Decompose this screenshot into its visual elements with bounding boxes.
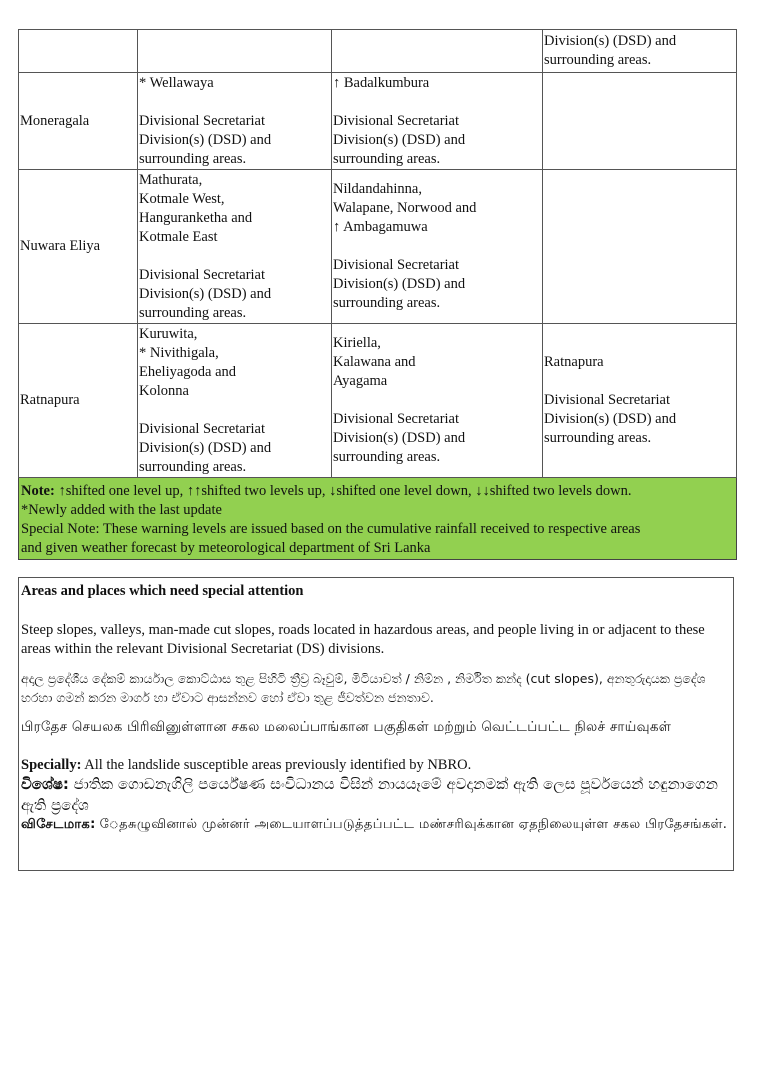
level2-cell [138,170,332,324]
level3-cell [332,324,543,478]
note-row [19,478,737,560]
level4-cell [543,324,737,478]
specially-tamil [21,816,731,834]
specially-text: All the landslide susceptible areas previously identified by NBRO. [81,757,472,773]
level4-cell: Division(s) (DSD) and surrounding areas. [543,30,737,73]
level4-cell [543,73,737,170]
dsd-text: Divisional Secretariat Division(s) (DSD) and surrounding areas. [139,266,272,321]
note-legend-text: ↑shifted one level up, ↑↑shifted two levels up, ↓shifted one level down, ↓↓shifted two levels down. [54,483,632,499]
district-cell: Moneragala [19,73,138,170]
table-row [19,324,737,478]
specially-sinhala [21,774,731,816]
attention-title: Areas and places which need special attention [21,583,304,599]
specially-tamil-label: விசேடமாக: [21,817,96,832]
landslide-warning-table [18,29,737,560]
attention-tamil: பிரதேச செயலக பிரிவினுள்ளான சகல மலைப்பாங்கான பகுதிகள் மற்றும் வெட்டப்பட்ட நிலச் சாய்வுகள் [21,719,672,735]
dsd-text: Divisional Secretariat Division(s) (DSD) and surrounding areas. [333,257,466,311]
level2-cell [138,324,332,478]
level2-cell [138,73,332,170]
areas-text: Nildandahinna, Walapane, Norwood and ↑ Ambagamuwa [333,181,477,235]
dsd-text: Divisional Secretariat Division(s) (DSD) and surrounding areas. [333,112,466,167]
attention-sinhala: අදාල ප්‍රදේශීය දේකම් කාර්යාල කොට්ඨාස තුළ පිහිටි ත්‍රීව්‍ර බෑවුම්, මිටියාවත් / නිම්න , නිර්මිත කන්ද (cut slopes), අනතුරුදායක ප්‍රදේශ හරහා ගමන් කරන මාර්ග හා ඒවාට ආසන්නව හෝ ඒවා තුළ ජීවත්වන ජනතාව. [21,671,706,705]
specially-line [21,756,731,774]
district-cell [19,30,138,73]
special-note-line1: Special Note: These warning levels are issued based on the cumulative rainfall received to respective areas [21,521,641,537]
district-cell: Nuwara Eliya [19,170,138,324]
dsd-text: Divisional Secretariat Division(s) (DSD) and surrounding areas. [139,112,272,167]
specially-sinhala-text: ජාතික ගොඩනැගිලි පර්යේෂණ සංවිධානය විසින් නායයෑමේ අවදානමක් ඇති ලෙස පූර්වයෙන් හඳුනාගෙන ඇති ප්‍රදේශ [21,775,718,814]
special-note-line2: and given weather forecast by meteorological department of Sri Lanka [21,540,431,556]
dsd-text: Divisional Secretariat Division(s) (DSD) and surrounding areas. [333,411,466,465]
note-legend [21,482,734,501]
note-label: Note: [21,483,55,499]
attention-english: Steep slopes, valleys, man-made cut slopes, roads located in hazardous areas, and people living in or adjacent to these areas within the relevant Divisional Secretariat (DS) divisions. [21,622,705,657]
areas-text: Ratnapura [544,354,604,370]
table-row [19,30,737,73]
level3-cell [332,30,543,73]
table-row [19,170,737,324]
areas-text: * Wellawaya [139,74,214,91]
dsd-text: Divisional Secretariat Division(s) (DSD) and surrounding areas. [544,392,677,446]
areas-text: Mathurata, Kotmale West, Hanguranketha and Kotmale East [139,171,253,245]
dsd-text: Divisional Secretariat Division(s) (DSD) and surrounding areas. [139,420,272,475]
district-cell: Ratnapura [19,324,138,478]
specially-tamil-text: ேதசுழுவினால் முன்னர் அடையாளப்படுத்தப்பட்ட மண்சரிவுக்கான ஏதநிலையுள்ள சகல பிரதேசங்கள். [95,817,728,832]
level4-cell [543,170,737,324]
specially-label: Specially: [21,757,82,773]
specially-sinhala-label: විශේෂ: [21,775,69,793]
table-row [19,73,737,170]
level2-cell [138,30,332,73]
areas-text: Kiriella, Kalawana and Ayagama [333,335,416,389]
areas-text: ↑ Badalkumbura [333,74,430,91]
special-attention-box [18,577,734,871]
newly-added-note: *Newly added with the last update [21,502,222,518]
note-cell [19,478,737,560]
level3-cell [332,73,543,170]
level3-cell [332,170,543,324]
areas-text: Kuruwita, * Nivithigala, Eheliyagoda and Kolonna [139,325,237,399]
